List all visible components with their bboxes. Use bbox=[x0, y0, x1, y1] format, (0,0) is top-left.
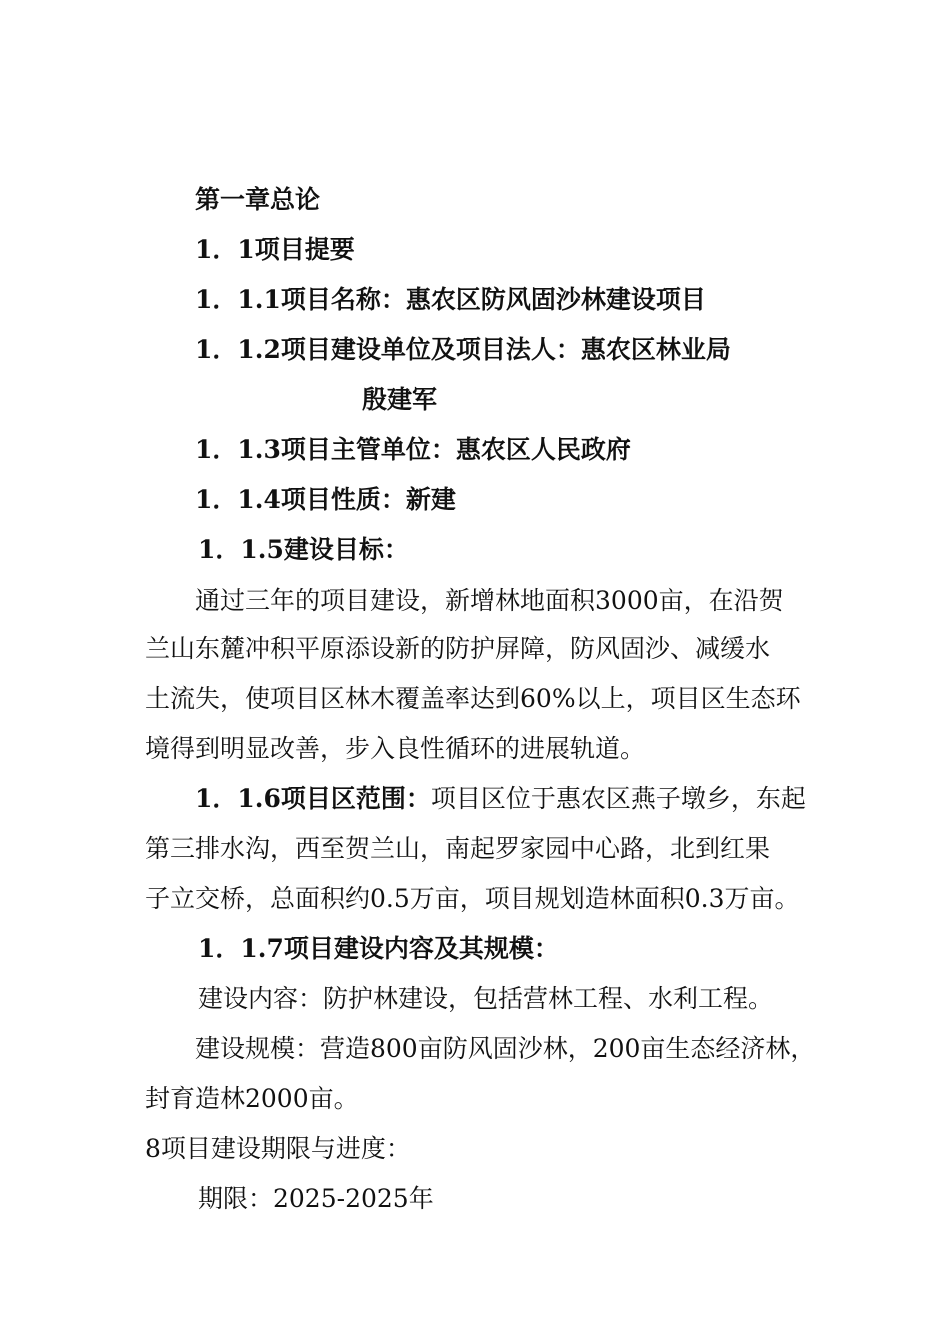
section-8-heading: 8项目建设期限与进度： bbox=[145, 1134, 411, 1163]
construction-unit: 惠农区林业局 bbox=[580, 335, 731, 364]
section-1-1-3 bbox=[195, 433, 631, 467]
section-1-1-heading: 1．1项目提要 bbox=[195, 235, 355, 264]
section-1-1-2 bbox=[195, 333, 731, 367]
period-line: 期限：2025-2025年 bbox=[198, 1184, 434, 1213]
goal-paragraph-line: 境得到明显改善，步入良性循环的进展轨道。 bbox=[145, 734, 646, 763]
legal-person: 殷建军 bbox=[362, 385, 438, 414]
goal-paragraph-line: 兰山东麓冲积平原添设新的防护屏障，防风固沙、减缓水 bbox=[145, 634, 771, 663]
section-1-1-1 bbox=[195, 283, 706, 317]
section-1-1-6-label: 1．1.6项目区范围： bbox=[195, 784, 431, 813]
goal-paragraph-line: 通过三年的项目建设，新增林地面积3000亩，在沿贺 bbox=[195, 586, 784, 615]
section-1-1-6 bbox=[195, 782, 806, 816]
supervising-unit: 惠农区人民政府 bbox=[455, 435, 631, 464]
chapter-title: 第一章总论 bbox=[195, 185, 321, 214]
construction-scale-line: 建设规模：营造800亩防风固沙林，200亩生态经济林， bbox=[195, 1034, 816, 1063]
project-nature: 新建 bbox=[405, 485, 456, 514]
section-1-1-5-heading: 1．1.5建设目标： bbox=[198, 535, 409, 564]
section-1-1-4-label: 1．1.4项目性质： bbox=[195, 485, 406, 514]
section-1-1-2-label: 1．1.2项目建设单位及项目法人： bbox=[195, 335, 581, 364]
section-1-1-4 bbox=[195, 483, 456, 517]
goal-paragraph-line: 土流失，使项目区林木覆盖率达到60%以上，项目区生态环 bbox=[145, 684, 801, 713]
project-name: 惠农区防风固沙林建设项目 bbox=[405, 285, 706, 314]
construction-scale-line: 封育造林2000亩。 bbox=[145, 1084, 359, 1113]
section-1-1-3-label: 1．1.3项目主管单位： bbox=[195, 435, 456, 464]
scope-paragraph-line: 子立交桥，总面积约0.5万亩，项目规划造林面积0.3万亩。 bbox=[145, 884, 800, 913]
scope-paragraph-line: 第三排水沟，西至贺兰山，南起罗家园中心路，北到红果 bbox=[145, 834, 771, 863]
section-1-1-7-heading: 1．1.7项目建设内容及其规模： bbox=[198, 934, 559, 963]
scope-first-line: 项目区位于惠农区燕子墩乡，东起 bbox=[430, 784, 806, 813]
construction-content-line: 建设内容：防护林建设，包括营林工程、水利工程。 bbox=[198, 984, 774, 1013]
section-1-1-1-label: 1．1.1项目名称： bbox=[195, 285, 406, 314]
